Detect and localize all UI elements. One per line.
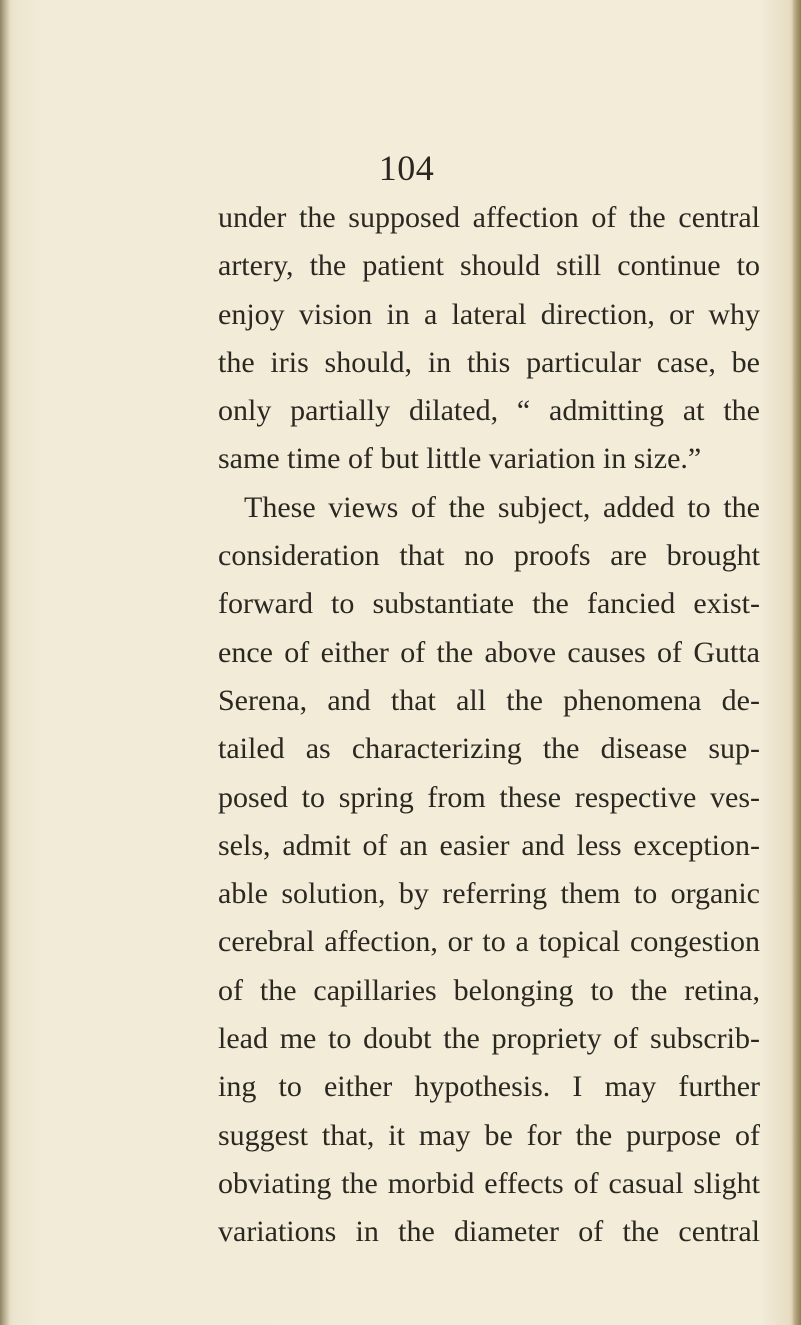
text-line: under the supposed affection of the central (218, 201, 760, 234)
text-line: the iris should, in this particular case, be (218, 345, 760, 379)
text-line: sels, admit of an easier and less exception- (218, 828, 760, 862)
page-number: 104 (378, 148, 435, 188)
text-line: only partially dilated, “ admitting at the (218, 394, 760, 428)
text-line: posed to spring from these respective ves- (218, 780, 760, 814)
text-line: artery, the patient should still continue to (218, 249, 760, 283)
text-line: forward to substantiate the fancied exist- (218, 587, 760, 621)
text-line: variations in the diameter of the central (218, 1215, 760, 1249)
text-line: Serena, and that all the phenomena de- (218, 683, 760, 717)
paragraph-end-line: same time of but little variation in size.” (218, 442, 702, 476)
text-line: ence of either of the above causes of Gutta (218, 635, 760, 669)
text-line: able solution, by referring them to organic (218, 877, 760, 911)
text-line: enjoy vision in a lateral direction, or why (218, 297, 760, 331)
text-line: cerebral affection, or to a topical congestion (218, 925, 760, 959)
text-line: suggest that, it may be for the purpose of (218, 1118, 760, 1152)
text-line: obviating the morbid effects of casual slight (218, 1166, 760, 1200)
text-line: tailed as characterizing the disease sup- (218, 732, 760, 766)
text-line: ing to either hypothesis. I may further (218, 1070, 760, 1104)
text-line: of the capillaries belonging to the retina, (218, 973, 760, 1007)
page-left-edge (0, 0, 10, 1325)
text-line: consideration that no proofs are brought (218, 539, 760, 573)
text-line: lead me to doubt the propriety of subscrib- (218, 1022, 760, 1056)
paragraph-start-line: These views of the subject, added to the (244, 490, 760, 524)
page-right-edge (792, 0, 801, 1325)
body-text (218, 194, 760, 1257)
